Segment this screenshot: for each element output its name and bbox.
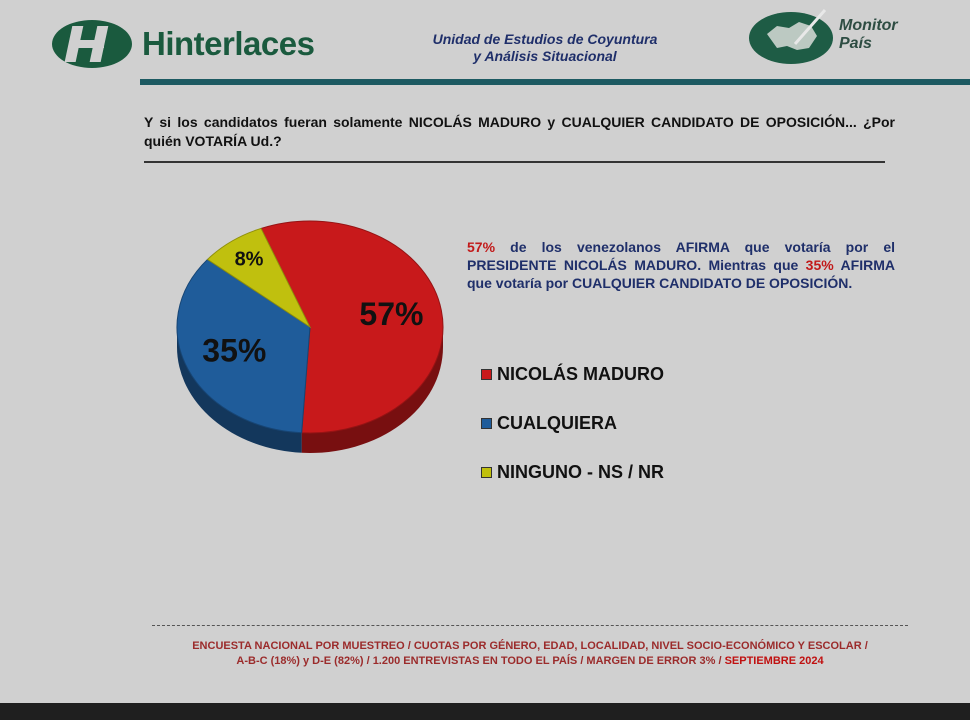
description-pct-maduro: 57%: [467, 239, 496, 255]
legend-label: CUALQUIERA: [497, 413, 617, 433]
pie-label-2: 8%: [234, 248, 264, 271]
legend-item-1: [481, 399, 664, 448]
logo-text: Hinterlaces: [142, 25, 315, 62]
legend-label: NINGUNO - NS / NR: [497, 462, 665, 482]
footnote-date: SEPTIEMBRE 2024: [724, 655, 824, 667]
pie-label-0: 57%: [359, 296, 424, 333]
venezuela-map-icon: [747, 4, 835, 66]
monitor-line-1: Monitor: [839, 17, 898, 34]
monitor-pais-logo: [747, 4, 898, 66]
hinterlaces-logo: [50, 18, 314, 70]
question-underline: [144, 161, 885, 163]
footnote-line-1: ENCUESTA NACIONAL POR MUESTREO / CUOTAS POR GÉNERO, EDAD, LOCALIDAD, NIVEL SOCIO-ECONÓMICO Y ESCOLAR /: [192, 640, 868, 652]
survey-question: Y si los candidatos fueran solamente NICOLÁS MADURO y CUALQUIER CANDIDATO DE OPOSICIÓN... ¿Por quién VOTARÍA Ud.?: [144, 114, 895, 149]
description-text-1: de los venezolanos AFIRMA que votaría por el PRESIDENTE NICOLÁS MADURO. Mientras que: [467, 239, 895, 273]
monitor-text: [839, 17, 898, 53]
legend-swatch: [481, 369, 492, 380]
footer-divider: [152, 625, 908, 626]
header-divider: [140, 79, 970, 85]
hinterlaces-h-icon: [50, 18, 134, 70]
bottom-bar: [0, 703, 970, 720]
legend-swatch: [481, 467, 492, 478]
legend-label: NICOLÁS MADURO: [497, 364, 664, 384]
description-text-2: AFIRMA que votaría por CUALQUIER CANDIDATO DE OPOSICIÓN.: [467, 257, 895, 291]
pie-chart: [150, 215, 450, 475]
monitor-line-2: País: [839, 35, 872, 52]
footnote-line-2: A-B-C (18%) y D-E (82%) / 1.200 ENTREVISTAS EN TODO EL PAÍS / MARGEN DE ERROR 3% /: [236, 655, 725, 667]
legend-item-0: [481, 350, 664, 399]
result-description: [467, 238, 895, 292]
chart-legend: [481, 350, 664, 497]
unit-line-1: Unidad de Estudios de Coyuntura: [432, 31, 658, 47]
unit-line-2: y Análisis Situacional: [473, 48, 617, 64]
description-pct-opposition: 35%: [805, 257, 834, 273]
survey-footnote: [150, 639, 910, 669]
legend-item-2: [481, 448, 664, 497]
legend-swatch: [481, 418, 492, 429]
unit-title: [400, 31, 690, 65]
pie-label-1: 35%: [202, 332, 267, 369]
